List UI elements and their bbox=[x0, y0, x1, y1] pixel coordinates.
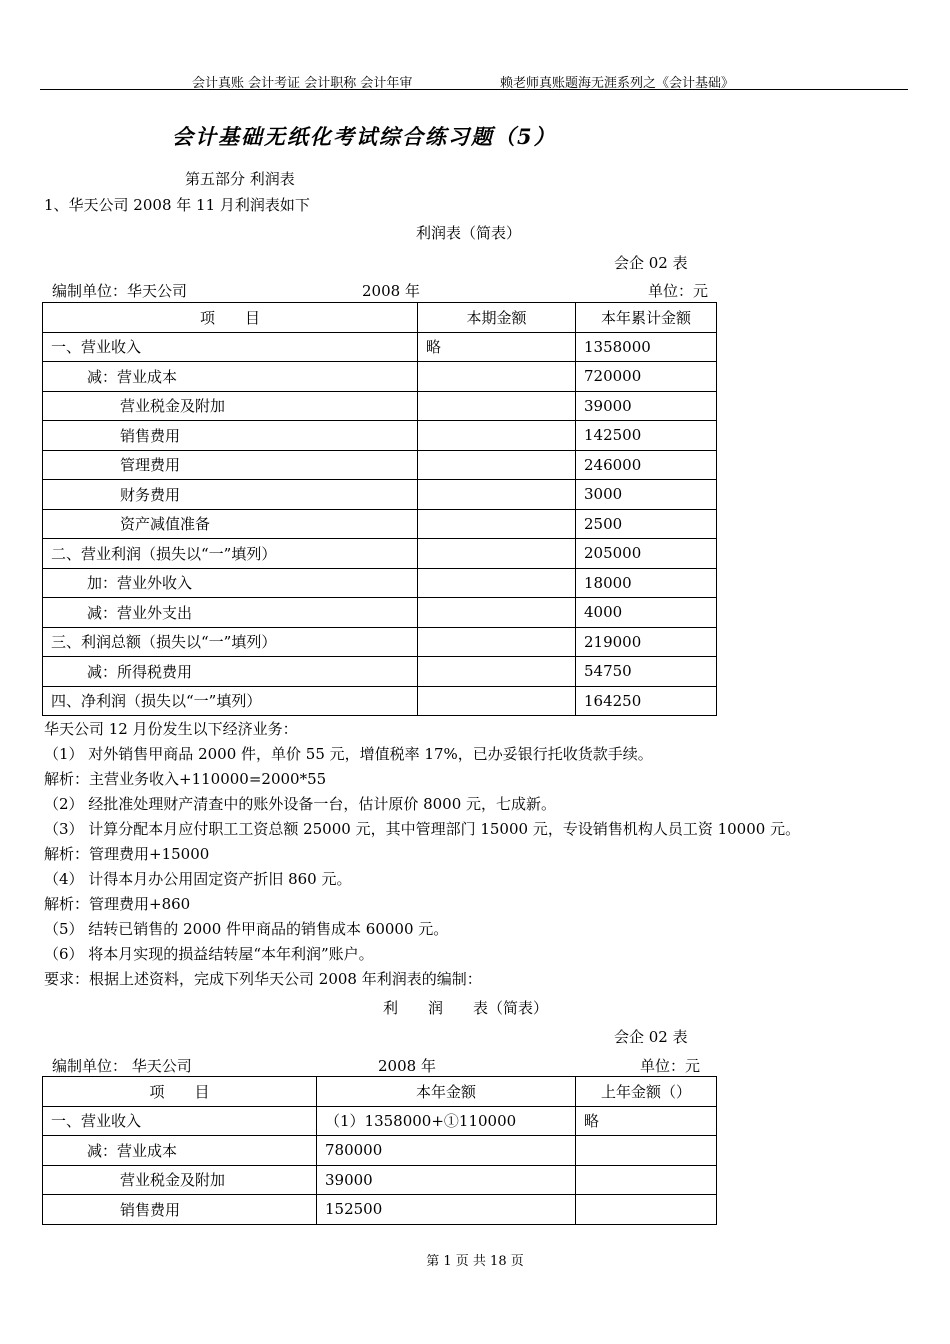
row-current-amount bbox=[418, 480, 576, 510]
row-current-amount: 略 bbox=[418, 332, 576, 362]
table2-currency: 单位：元 bbox=[640, 1057, 701, 1075]
row-current-amount bbox=[418, 362, 576, 392]
table1-caption: 利润表（简表） bbox=[416, 224, 522, 242]
row-item-label: 一、营业收入 bbox=[43, 332, 418, 362]
table1-form-code: 会企 02 表 bbox=[614, 254, 688, 272]
section-heading: 第五部分 利润表 bbox=[185, 170, 295, 188]
row-ytd-amount: 18000 bbox=[576, 568, 717, 598]
table-row bbox=[43, 627, 717, 657]
row-item-label: 四、净利润（损失以“一”填列） bbox=[43, 686, 418, 716]
column-header: 上年金额（） bbox=[576, 1077, 717, 1107]
row-current-amount: 39000 bbox=[317, 1165, 576, 1195]
table2-caption: 利 润 表（简表） bbox=[383, 999, 549, 1017]
row-item-label: 三、利润总额（损失以“一”填列） bbox=[43, 627, 418, 657]
table-row bbox=[43, 539, 717, 569]
column-header: 项 目 bbox=[43, 303, 418, 333]
header-left-text: 会计真账 会计考证 会计职称 会计年审 bbox=[192, 76, 413, 91]
row-ytd-amount: 3000 bbox=[576, 480, 717, 510]
row-item-label: 减：所得税费用 bbox=[43, 657, 418, 687]
row-item-label: 资产减值准备 bbox=[43, 509, 418, 539]
table-row bbox=[43, 1165, 717, 1195]
table1-currency: 单位：元 bbox=[648, 282, 709, 300]
transaction-line: （3） 计算分配本月应付职工工资总额 25000 元，其中管理部门 15000 元，专设销售机构人员工资 10000 元。 bbox=[44, 820, 801, 838]
row-ytd-amount: 205000 bbox=[576, 539, 717, 569]
row-item-label: 加：营业外收入 bbox=[43, 568, 418, 598]
row-prior-amount bbox=[576, 1165, 717, 1195]
table2-unit-label: 编制单位： 华天公司 bbox=[52, 1057, 192, 1075]
table-row bbox=[43, 421, 717, 451]
transaction-line: （2） 经批准处理财产清查中的账外设备一台，估计原价 8000 元，七成新。 bbox=[44, 795, 557, 813]
row-current-amount bbox=[418, 539, 576, 569]
row-item-label: 销售费用 bbox=[43, 421, 418, 451]
row-current-amount: （1）1358000+①110000 bbox=[317, 1106, 576, 1136]
row-ytd-amount: 1358000 bbox=[576, 332, 717, 362]
table-row bbox=[43, 568, 717, 598]
transaction-line: 解析：主营业务收入+110000=2000*55 bbox=[44, 770, 327, 788]
transaction-line: （6） 将本月实现的损益结转屋“本年利润”账户。 bbox=[44, 945, 374, 963]
table-row bbox=[43, 686, 717, 716]
row-current-amount bbox=[418, 568, 576, 598]
table-row bbox=[43, 391, 717, 421]
table-row bbox=[43, 509, 717, 539]
table-row bbox=[43, 450, 717, 480]
table-row bbox=[43, 657, 717, 687]
table2-year: 2008 年 bbox=[378, 1057, 436, 1075]
header-rule bbox=[40, 89, 908, 90]
row-item-label: 二、营业利润（损失以“一”填列） bbox=[43, 539, 418, 569]
row-prior-amount: 略 bbox=[576, 1106, 717, 1136]
row-current-amount bbox=[418, 686, 576, 716]
column-header: 本年金额 bbox=[317, 1077, 576, 1107]
row-item-label: 营业税金及附加 bbox=[43, 391, 418, 421]
row-current-amount bbox=[418, 657, 576, 687]
table-row bbox=[43, 480, 717, 510]
row-item-label: 营业税金及附加 bbox=[43, 1165, 317, 1195]
page-title: 会计基础无纸化考试综合练习题（5） bbox=[172, 124, 557, 149]
row-item-label: 减：营业成本 bbox=[43, 362, 418, 392]
table-row bbox=[43, 362, 717, 392]
table-header-row bbox=[43, 303, 717, 333]
row-current-amount: 152500 bbox=[317, 1195, 576, 1225]
table-row bbox=[43, 332, 717, 362]
transaction-line: 解析：管理费用+15000 bbox=[44, 845, 210, 863]
row-item-label: 减：营业外支出 bbox=[43, 598, 418, 628]
income-statement-table-2 bbox=[42, 1076, 717, 1225]
transaction-line: （4） 计得本月办公用固定资产折旧 860 元。 bbox=[44, 870, 352, 888]
transaction-line: （1） 对外销售甲商品 2000 件，单价 55 元，增值税率 17%，已办妥银行托收货款手续。 bbox=[44, 745, 653, 763]
header-right-text: 赖老师真账题海无涯系列之《会计基础》 bbox=[500, 76, 735, 91]
row-ytd-amount: 39000 bbox=[576, 391, 717, 421]
row-prior-amount bbox=[576, 1195, 717, 1225]
row-item-label: 销售费用 bbox=[43, 1195, 317, 1225]
row-item-label: 管理费用 bbox=[43, 450, 418, 480]
row-ytd-amount: 54750 bbox=[576, 657, 717, 687]
transaction-line: 要求：根据上述资料，完成下列华天公司 2008 年利润表的编制： bbox=[44, 970, 482, 988]
row-current-amount bbox=[418, 509, 576, 539]
table-header-row bbox=[43, 1077, 717, 1107]
row-current-amount: 780000 bbox=[317, 1136, 576, 1166]
table-row bbox=[43, 1195, 717, 1225]
table1-unit-label: 编制单位：华天公司 bbox=[52, 282, 188, 300]
row-ytd-amount: 720000 bbox=[576, 362, 717, 392]
row-current-amount bbox=[418, 450, 576, 480]
column-header: 本期金额 bbox=[418, 303, 576, 333]
table1-year: 2008 年 bbox=[362, 282, 420, 300]
transaction-line: （5） 结转已销售的 2000 件甲商品的销售成本 60000 元。 bbox=[44, 920, 449, 938]
row-ytd-amount: 219000 bbox=[576, 627, 717, 657]
row-ytd-amount: 164250 bbox=[576, 686, 717, 716]
column-header: 本年累计金额 bbox=[576, 303, 717, 333]
row-prior-amount bbox=[576, 1136, 717, 1166]
row-item-label: 一、营业收入 bbox=[43, 1106, 317, 1136]
question-text: 1、华天公司 2008 年 11 月利润表如下 bbox=[44, 196, 310, 214]
row-current-amount bbox=[418, 598, 576, 628]
table-row bbox=[43, 1136, 717, 1166]
row-ytd-amount: 4000 bbox=[576, 598, 717, 628]
table-row bbox=[43, 598, 717, 628]
row-ytd-amount: 142500 bbox=[576, 421, 717, 451]
table-row bbox=[43, 1106, 717, 1136]
transaction-line: 华天公司 12 月份发生以下经济业务： bbox=[44, 720, 298, 738]
column-header: 项 目 bbox=[43, 1077, 317, 1107]
row-item-label: 财务费用 bbox=[43, 480, 418, 510]
row-current-amount bbox=[418, 421, 576, 451]
row-current-amount bbox=[418, 391, 576, 421]
row-item-label: 减：营业成本 bbox=[43, 1136, 317, 1166]
income-statement-table-1 bbox=[42, 302, 717, 716]
row-current-amount bbox=[418, 627, 576, 657]
row-ytd-amount: 2500 bbox=[576, 509, 717, 539]
transaction-line: 解析：管理费用+860 bbox=[44, 895, 191, 913]
table2-form-code: 会企 02 表 bbox=[614, 1028, 688, 1046]
page-footer: 第 1 页 共 18 页 bbox=[426, 1254, 524, 1269]
row-ytd-amount: 246000 bbox=[576, 450, 717, 480]
